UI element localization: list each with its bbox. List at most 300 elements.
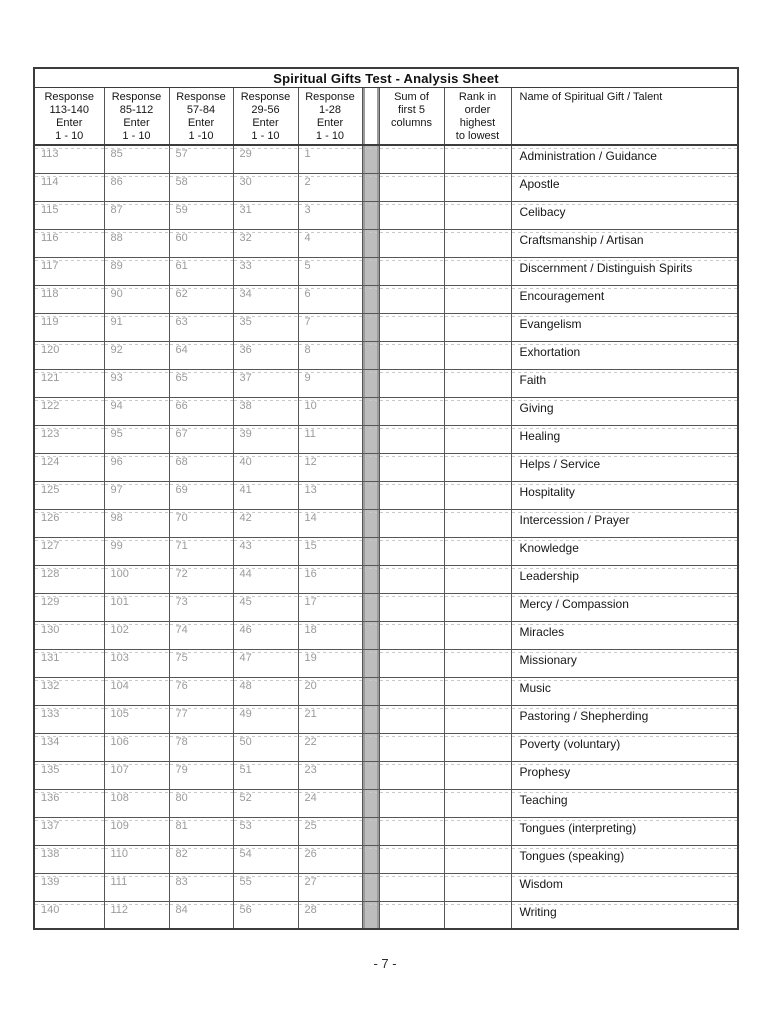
response-85-112-entry-cell[interactable]: [104, 789, 169, 817]
rank-entry-cell[interactable]: [444, 201, 511, 229]
response-113-140-entry-cell[interactable]: [34, 845, 104, 873]
response-85-112-entry-cell[interactable]: [104, 565, 169, 593]
sum-entry-cell[interactable]: [379, 369, 444, 397]
response-113-140-entry-cell[interactable]: [34, 593, 104, 621]
response-113-140-entry-cell[interactable]: [34, 397, 104, 425]
question-number: 107: [110, 763, 129, 776]
response-113-140-entry-cell[interactable]: [34, 313, 104, 341]
question-number: 75: [175, 651, 188, 664]
response-29-56-entry-cell[interactable]: [233, 313, 298, 341]
column-header-rank: [444, 87, 511, 145]
response-57-84-entry-cell[interactable]: [169, 229, 233, 257]
table-row: [34, 145, 738, 173]
response-1-28-entry-cell[interactable]: [298, 397, 362, 425]
response-1-28-entry-cell[interactable]: [298, 817, 362, 845]
gift-name-cell: Apostle: [511, 173, 738, 201]
rank-entry-cell[interactable]: [444, 817, 511, 845]
question-number: 16: [304, 567, 317, 580]
gift-name-cell: Knowledge: [511, 537, 738, 565]
response-57-84-entry-cell[interactable]: [169, 369, 233, 397]
response-29-56-entry-cell[interactable]: [233, 509, 298, 537]
response-1-28-entry-cell[interactable]: [298, 509, 362, 537]
response-29-56-entry-cell[interactable]: [233, 481, 298, 509]
question-number: 137: [41, 819, 60, 832]
question-number: 136: [41, 791, 60, 804]
question-number: 37: [239, 371, 252, 384]
rank-entry-cell[interactable]: [444, 789, 511, 817]
question-number: 8: [304, 343, 311, 356]
rank-entry-cell[interactable]: [444, 425, 511, 453]
response-29-56-entry-cell[interactable]: [233, 649, 298, 677]
question-number: 70: [175, 511, 188, 524]
question-number: 3: [304, 203, 311, 216]
response-85-112-entry-cell[interactable]: [104, 425, 169, 453]
response-29-56-entry-cell[interactable]: [233, 369, 298, 397]
question-number: 22: [304, 735, 317, 748]
sum-entry-cell[interactable]: [379, 677, 444, 705]
response-85-112-entry-cell[interactable]: [104, 481, 169, 509]
question-number: 103: [110, 651, 129, 664]
response-1-28-entry-cell[interactable]: [298, 537, 362, 565]
response-113-140-entry-cell[interactable]: [34, 257, 104, 285]
column-header-gift: [511, 87, 738, 145]
response-1-28-entry-cell[interactable]: [298, 481, 362, 509]
rank-entry-cell[interactable]: [444, 145, 511, 173]
response-57-84-entry-cell[interactable]: [169, 313, 233, 341]
sum-entry-cell[interactable]: [379, 285, 444, 313]
gray-spacer-cell: [362, 761, 379, 789]
response-57-84-entry-cell[interactable]: [169, 873, 233, 901]
response-1-28-entry-cell[interactable]: [298, 425, 362, 453]
response-85-112-entry-cell[interactable]: [104, 873, 169, 901]
header-line: Enter: [187, 116, 215, 129]
sum-entry-cell[interactable]: [379, 537, 444, 565]
response-85-112-entry-cell[interactable]: [104, 313, 169, 341]
sum-entry-cell[interactable]: [379, 229, 444, 257]
sum-entry-cell[interactable]: [379, 817, 444, 845]
gift-name-cell: Helps / Service: [511, 453, 738, 481]
question-number: 73: [175, 595, 188, 608]
gray-spacer-cell: [362, 229, 379, 257]
response-85-112-entry-cell[interactable]: [104, 817, 169, 845]
rank-entry-cell[interactable]: [444, 901, 511, 929]
rank-entry-cell[interactable]: [444, 453, 511, 481]
response-57-84-entry-cell[interactable]: [169, 789, 233, 817]
sum-entry-cell[interactable]: [379, 509, 444, 537]
response-113-140-entry-cell[interactable]: [34, 873, 104, 901]
rank-entry-cell[interactable]: [444, 677, 511, 705]
rank-entry-cell[interactable]: [444, 873, 511, 901]
response-113-140-entry-cell[interactable]: [34, 621, 104, 649]
response-1-28-entry-cell[interactable]: [298, 789, 362, 817]
response-57-84-entry-cell[interactable]: [169, 593, 233, 621]
question-number: 82: [175, 847, 188, 860]
sum-entry-cell[interactable]: [379, 313, 444, 341]
sum-entry-cell[interactable]: [379, 873, 444, 901]
response-113-140-entry-cell[interactable]: [34, 145, 104, 173]
table-row: [34, 229, 738, 257]
sum-entry-cell[interactable]: [379, 453, 444, 481]
gift-name-cell: Hospitality: [511, 481, 738, 509]
response-113-140-entry-cell[interactable]: [34, 509, 104, 537]
rank-entry-cell[interactable]: [444, 649, 511, 677]
header-line: Enter: [252, 116, 279, 129]
question-number: 61: [175, 259, 188, 272]
gift-name-cell: Encouragement: [511, 285, 738, 313]
response-1-28-entry-cell[interactable]: [298, 621, 362, 649]
response-29-56-entry-cell[interactable]: [233, 285, 298, 313]
response-113-140-entry-cell[interactable]: [34, 537, 104, 565]
rank-entry-cell[interactable]: [444, 537, 511, 565]
rank-entry-cell[interactable]: [444, 593, 511, 621]
response-1-28-entry-cell[interactable]: [298, 565, 362, 593]
sum-entry-cell[interactable]: [379, 425, 444, 453]
rank-entry-cell[interactable]: [444, 341, 511, 369]
response-57-84-entry-cell[interactable]: [169, 453, 233, 481]
response-29-56-entry-cell[interactable]: [233, 873, 298, 901]
gray-spacer-cell: [362, 537, 379, 565]
table-row: [34, 565, 738, 593]
response-85-112-entry-cell[interactable]: [104, 173, 169, 201]
response-85-112-entry-cell[interactable]: [104, 145, 169, 173]
question-number: 28: [304, 903, 317, 916]
response-57-84-entry-cell[interactable]: [169, 733, 233, 761]
gray-spacer-cell: [362, 677, 379, 705]
question-number: 19: [304, 651, 317, 664]
sum-entry-cell[interactable]: [379, 481, 444, 509]
question-number: 86: [110, 175, 123, 188]
response-57-84-entry-cell[interactable]: [169, 845, 233, 873]
response-85-112-entry-cell[interactable]: [104, 649, 169, 677]
header-line: Response: [111, 90, 162, 103]
response-1-28-entry-cell[interactable]: [298, 313, 362, 341]
question-number: 15: [304, 539, 317, 552]
column-header-sum: [379, 87, 444, 145]
response-29-56-entry-cell[interactable]: [233, 201, 298, 229]
question-number: 114: [41, 175, 59, 188]
title-row: [34, 68, 738, 87]
gray-spacer-cell: [362, 173, 379, 201]
question-number: 110: [110, 847, 129, 860]
sum-entry-cell[interactable]: [379, 901, 444, 929]
question-number: 23: [304, 763, 317, 776]
response-113-140-entry-cell[interactable]: [34, 705, 104, 733]
question-number: 129: [41, 595, 60, 608]
question-number: 26: [304, 847, 317, 860]
response-1-28-entry-cell[interactable]: [298, 369, 362, 397]
table-row: [34, 481, 738, 509]
response-57-84-entry-cell[interactable]: [169, 677, 233, 705]
response-57-84-entry-cell[interactable]: [169, 257, 233, 285]
question-number: 36: [239, 343, 252, 356]
sum-entry-cell[interactable]: [379, 341, 444, 369]
response-113-140-entry-cell[interactable]: [34, 789, 104, 817]
response-1-28-entry-cell[interactable]: [298, 593, 362, 621]
rank-entry-cell[interactable]: [444, 733, 511, 761]
response-113-140-entry-cell[interactable]: [34, 901, 104, 929]
response-57-84-entry-cell[interactable]: [169, 509, 233, 537]
gift-name-cell: Mercy / Compassion: [511, 593, 738, 621]
gift-name-cell: Celibacy: [511, 201, 738, 229]
response-57-84-entry-cell[interactable]: [169, 397, 233, 425]
response-29-56-entry-cell[interactable]: [233, 733, 298, 761]
response-113-140-entry-cell[interactable]: [34, 649, 104, 677]
question-number: 18: [304, 623, 317, 636]
response-57-84-entry-cell[interactable]: [169, 901, 233, 929]
response-1-28-entry-cell[interactable]: [298, 453, 362, 481]
gift-name-cell: Administration / Guidance: [511, 145, 738, 173]
response-1-28-entry-cell[interactable]: [298, 257, 362, 285]
response-85-112-entry-cell[interactable]: [104, 341, 169, 369]
table-row: [34, 789, 738, 817]
sum-entry-cell[interactable]: [379, 565, 444, 593]
response-113-140-entry-cell[interactable]: [34, 341, 104, 369]
gift-name-cell: Miracles: [511, 621, 738, 649]
question-number: 97: [110, 483, 123, 496]
response-1-28-entry-cell[interactable]: [298, 901, 362, 929]
response-29-56-entry-cell[interactable]: [233, 705, 298, 733]
response-29-56-entry-cell[interactable]: [233, 341, 298, 369]
rank-entry-cell[interactable]: [444, 565, 511, 593]
rank-entry-cell[interactable]: [444, 481, 511, 509]
response-85-112-entry-cell[interactable]: [104, 509, 169, 537]
sum-entry-cell[interactable]: [379, 145, 444, 173]
response-113-140-entry-cell[interactable]: [34, 201, 104, 229]
sum-entry-cell[interactable]: [379, 397, 444, 425]
header-line: Enter: [123, 116, 150, 129]
gray-spacer-cell: [362, 593, 379, 621]
question-number: 67: [175, 427, 188, 440]
response-113-140-entry-cell[interactable]: [34, 565, 104, 593]
response-113-140-entry-cell[interactable]: [34, 285, 104, 313]
question-number: 84: [175, 903, 188, 916]
response-57-84-entry-cell[interactable]: [169, 621, 233, 649]
gray-spacer-cell: [362, 257, 379, 285]
sum-entry-cell[interactable]: [379, 593, 444, 621]
response-85-112-entry-cell[interactable]: [104, 285, 169, 313]
response-85-112-entry-cell[interactable]: [104, 705, 169, 733]
response-57-84-entry-cell[interactable]: [169, 565, 233, 593]
question-number: 76: [175, 679, 188, 692]
header-line: 85-112: [119, 103, 154, 116]
rank-entry-cell[interactable]: [444, 705, 511, 733]
header-line: Response: [240, 90, 291, 103]
response-85-112-entry-cell[interactable]: [104, 621, 169, 649]
response-57-84-entry-cell[interactable]: [169, 285, 233, 313]
gift-name-cell: Prophesy: [511, 761, 738, 789]
response-85-112-entry-cell[interactable]: [104, 761, 169, 789]
response-113-140-entry-cell[interactable]: [34, 481, 104, 509]
response-113-140-entry-cell[interactable]: [34, 677, 104, 705]
sum-entry-cell[interactable]: [379, 761, 444, 789]
response-29-56-entry-cell[interactable]: [233, 817, 298, 845]
rank-entry-cell[interactable]: [444, 761, 511, 789]
rank-entry-cell[interactable]: [444, 509, 511, 537]
response-1-28-entry-cell[interactable]: [298, 677, 362, 705]
question-number: 57: [175, 148, 188, 160]
rank-entry-cell[interactable]: [444, 313, 511, 341]
gray-spacer-cell: [362, 425, 379, 453]
rank-entry-cell[interactable]: [444, 229, 511, 257]
response-1-28-entry-cell[interactable]: [298, 761, 362, 789]
response-57-84-entry-cell[interactable]: [169, 537, 233, 565]
question-number: 74: [175, 623, 188, 636]
question-number: 100: [110, 567, 129, 580]
sum-entry-cell[interactable]: [379, 789, 444, 817]
response-57-84-entry-cell[interactable]: [169, 705, 233, 733]
response-85-112-entry-cell[interactable]: [104, 677, 169, 705]
response-57-84-entry-cell[interactable]: [169, 145, 233, 173]
sum-entry-cell[interactable]: [379, 733, 444, 761]
response-29-56-entry-cell[interactable]: [233, 845, 298, 873]
question-number: 52: [239, 791, 252, 804]
response-29-56-entry-cell[interactable]: [233, 397, 298, 425]
response-1-28-entry-cell[interactable]: [298, 873, 362, 901]
response-57-84-entry-cell[interactable]: [169, 817, 233, 845]
response-113-140-entry-cell[interactable]: [34, 817, 104, 845]
gift-name-cell: Leadership: [511, 565, 738, 593]
sum-entry-cell[interactable]: [379, 257, 444, 285]
response-85-112-entry-cell[interactable]: [104, 257, 169, 285]
response-29-56-entry-cell[interactable]: [233, 901, 298, 929]
rank-entry-cell[interactable]: [444, 397, 511, 425]
response-57-84-entry-cell[interactable]: [169, 341, 233, 369]
sum-entry-cell[interactable]: [379, 845, 444, 873]
table-row: [34, 761, 738, 789]
response-1-28-entry-cell[interactable]: [298, 173, 362, 201]
question-number: 2: [304, 175, 311, 188]
table-row: [34, 649, 738, 677]
response-1-28-entry-cell[interactable]: [298, 201, 362, 229]
question-number: 102: [110, 623, 129, 636]
rank-entry-cell[interactable]: [444, 369, 511, 397]
response-1-28-entry-cell[interactable]: [298, 705, 362, 733]
response-29-56-entry-cell[interactable]: [233, 425, 298, 453]
question-number: 92: [110, 343, 123, 356]
response-29-56-entry-cell[interactable]: [233, 453, 298, 481]
rank-entry-cell[interactable]: [444, 621, 511, 649]
question-number: 115: [41, 203, 59, 216]
table-row: [34, 313, 738, 341]
response-113-140-entry-cell[interactable]: [34, 453, 104, 481]
table-row: [34, 873, 738, 901]
response-57-84-entry-cell[interactable]: [169, 649, 233, 677]
response-85-112-entry-cell[interactable]: [104, 733, 169, 761]
rank-entry-cell[interactable]: [444, 285, 511, 313]
response-1-28-entry-cell[interactable]: [298, 145, 362, 173]
response-113-140-entry-cell[interactable]: [34, 425, 104, 453]
question-number: 1: [304, 148, 311, 160]
sum-entry-cell[interactable]: [379, 705, 444, 733]
response-29-56-entry-cell[interactable]: [233, 621, 298, 649]
gift-name-cell: Missionary: [511, 649, 738, 677]
response-57-84-entry-cell[interactable]: [169, 425, 233, 453]
table-row: [34, 537, 738, 565]
question-number: 33: [239, 259, 252, 272]
response-85-112-entry-cell[interactable]: [104, 845, 169, 873]
header-line: Enter: [56, 116, 83, 129]
response-29-56-entry-cell[interactable]: [233, 257, 298, 285]
gray-spacer-cell: [362, 565, 379, 593]
sum-entry-cell[interactable]: [379, 173, 444, 201]
table-row: [34, 397, 738, 425]
question-number: 94: [110, 399, 123, 412]
table-title: Spiritual Gifts Test - Analysis Sheet: [34, 68, 738, 87]
response-1-28-entry-cell[interactable]: [298, 341, 362, 369]
question-number: 105: [110, 707, 129, 720]
response-29-56-entry-cell[interactable]: [233, 761, 298, 789]
question-number: 65: [175, 371, 188, 384]
response-29-56-entry-cell[interactable]: [233, 789, 298, 817]
header-line: Sum of: [394, 90, 429, 103]
response-57-84-entry-cell[interactable]: [169, 481, 233, 509]
response-29-56-entry-cell[interactable]: [233, 229, 298, 257]
question-number: 55: [239, 875, 252, 888]
response-1-28-entry-cell[interactable]: [298, 229, 362, 257]
question-number: 78: [175, 735, 188, 748]
question-number: 43: [239, 539, 252, 552]
response-113-140-entry-cell[interactable]: [34, 369, 104, 397]
response-85-112-entry-cell[interactable]: [104, 901, 169, 929]
response-113-140-entry-cell[interactable]: [34, 229, 104, 257]
response-29-56-entry-cell[interactable]: [233, 173, 298, 201]
response-1-28-entry-cell[interactable]: [298, 285, 362, 313]
sum-entry-cell[interactable]: [379, 621, 444, 649]
response-113-140-entry-cell[interactable]: [34, 733, 104, 761]
response-85-112-entry-cell[interactable]: [104, 201, 169, 229]
question-number: 48: [239, 679, 252, 692]
gray-spacer-cell: [362, 733, 379, 761]
response-85-112-entry-cell[interactable]: [104, 369, 169, 397]
question-number: 111: [110, 875, 128, 888]
gray-spacer-cell: [362, 873, 379, 901]
column-header-response-57-84: [169, 87, 233, 145]
header-line: Rank in: [458, 90, 497, 103]
response-57-84-entry-cell[interactable]: [169, 761, 233, 789]
question-number: 50: [239, 735, 252, 748]
response-29-56-entry-cell[interactable]: [233, 537, 298, 565]
sum-entry-cell[interactable]: [379, 649, 444, 677]
question-number: 6: [304, 287, 311, 300]
response-85-112-entry-cell[interactable]: [104, 593, 169, 621]
response-29-56-entry-cell[interactable]: [233, 677, 298, 705]
response-85-112-entry-cell[interactable]: [104, 537, 169, 565]
response-29-56-entry-cell[interactable]: [233, 565, 298, 593]
response-85-112-entry-cell[interactable]: [104, 453, 169, 481]
question-number: 118: [41, 287, 59, 300]
sum-entry-cell[interactable]: [379, 201, 444, 229]
response-1-28-entry-cell[interactable]: [298, 649, 362, 677]
response-85-112-entry-cell[interactable]: [104, 397, 169, 425]
table-row: [34, 425, 738, 453]
response-1-28-entry-cell[interactable]: [298, 845, 362, 873]
question-number: 7: [304, 315, 311, 328]
rank-entry-cell[interactable]: [444, 173, 511, 201]
rank-entry-cell[interactable]: [444, 257, 511, 285]
response-57-84-entry-cell[interactable]: [169, 173, 233, 201]
question-number: 134: [41, 735, 60, 748]
rank-entry-cell[interactable]: [444, 845, 511, 873]
response-85-112-entry-cell[interactable]: [104, 229, 169, 257]
response-29-56-entry-cell[interactable]: [233, 145, 298, 173]
table-row: [34, 285, 738, 313]
response-113-140-entry-cell[interactable]: [34, 173, 104, 201]
response-29-56-entry-cell[interactable]: [233, 593, 298, 621]
response-113-140-entry-cell[interactable]: [34, 761, 104, 789]
question-number: 41: [239, 483, 252, 496]
response-1-28-entry-cell[interactable]: [298, 733, 362, 761]
response-57-84-entry-cell[interactable]: [169, 201, 233, 229]
